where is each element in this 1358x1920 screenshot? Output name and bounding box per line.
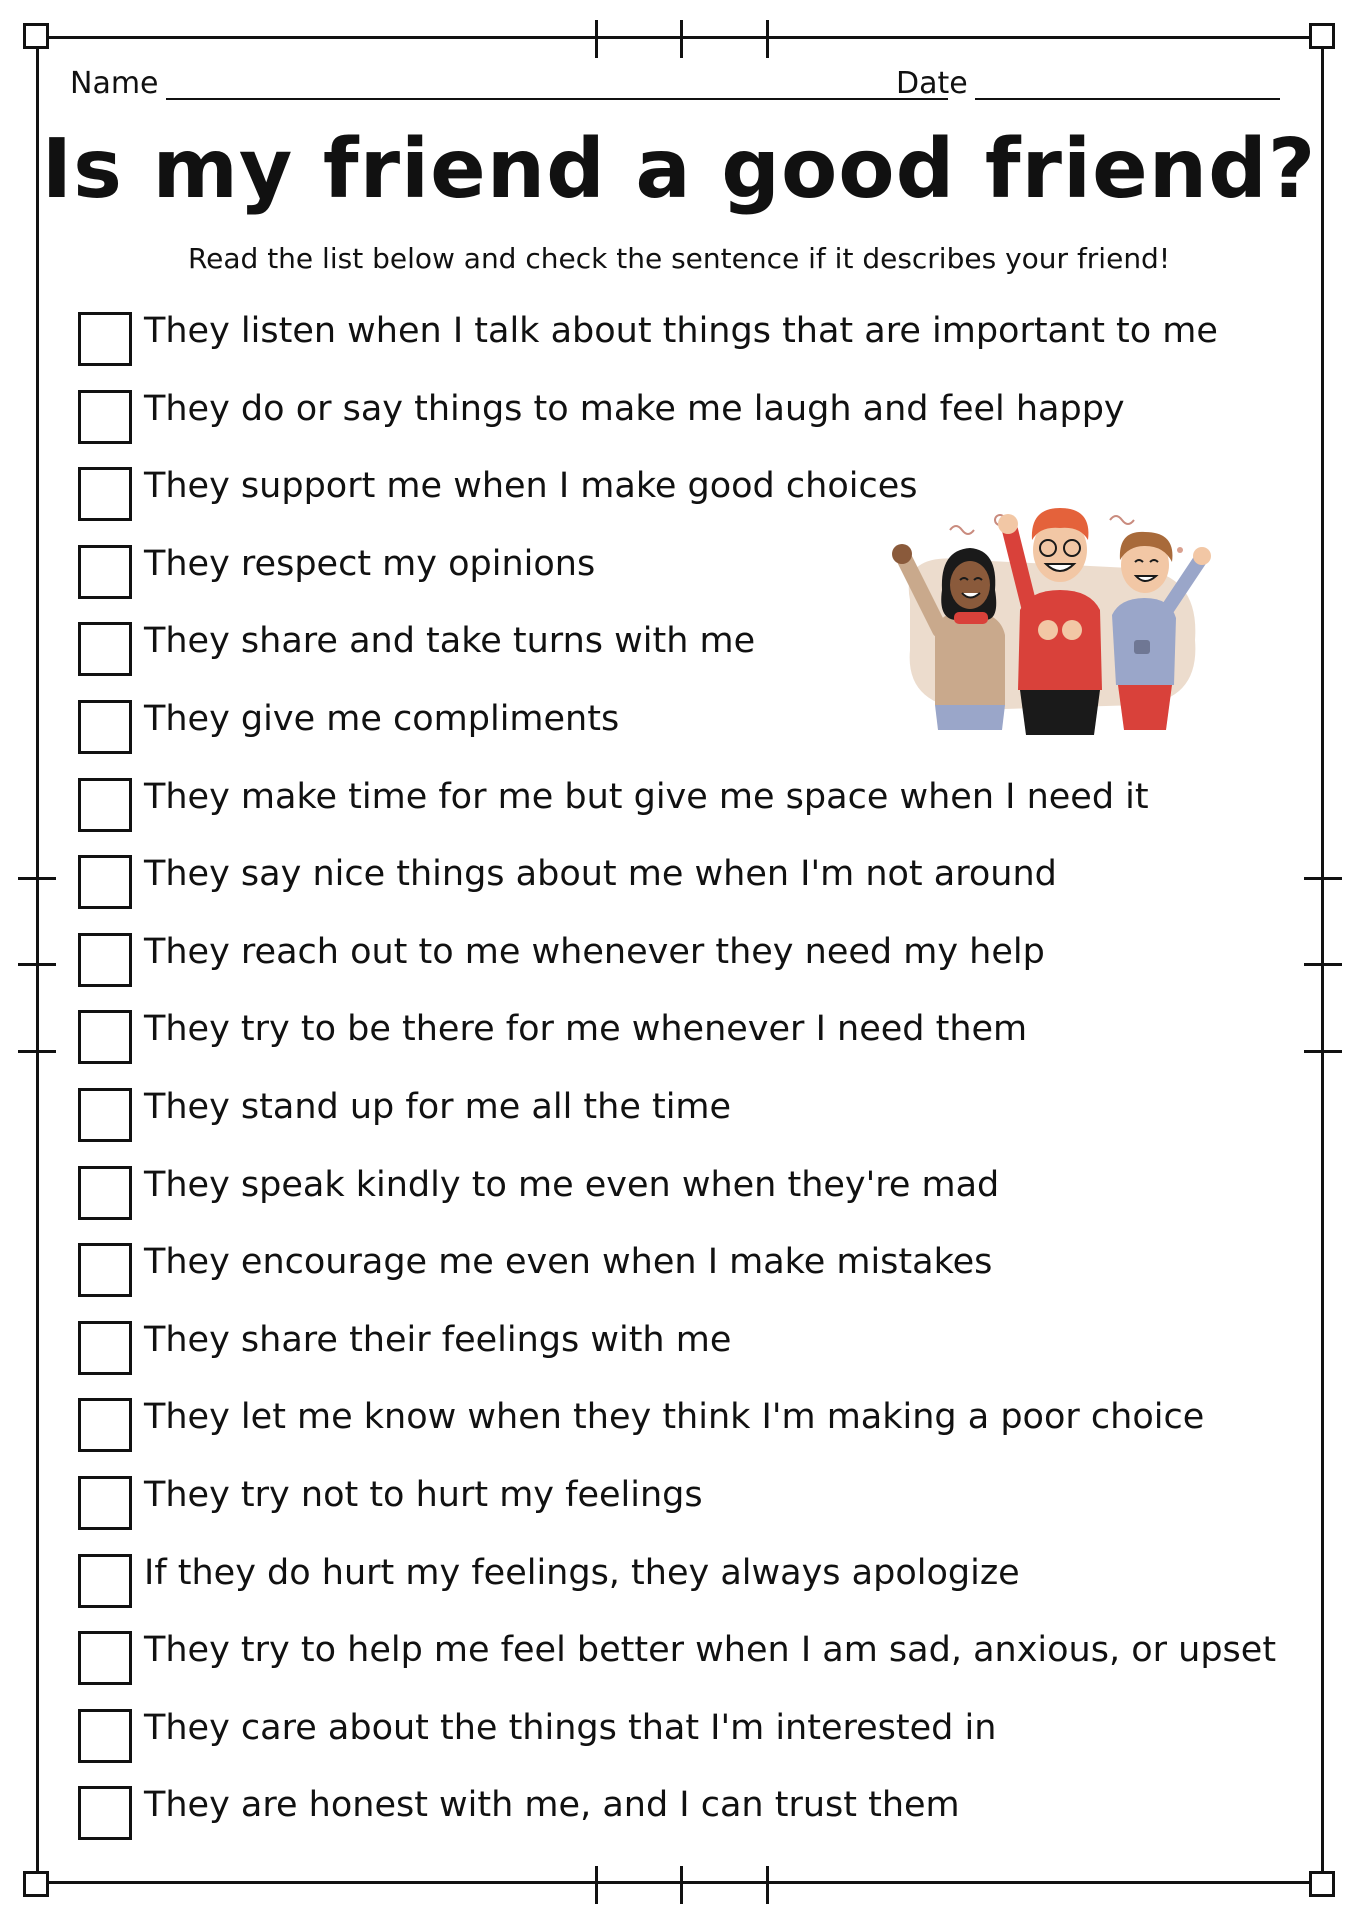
checklist-item xyxy=(78,1705,1298,1783)
checklist-item xyxy=(78,851,1298,929)
checkbox[interactable] xyxy=(78,1476,132,1530)
registration-tick xyxy=(18,877,56,880)
checklist-item-text: If they do hurt my feelings, they always apologize xyxy=(144,1552,1020,1593)
checklist-item-text: They reach out to me whenever they need my help xyxy=(144,931,1045,972)
registration-tick xyxy=(18,963,56,966)
corner-mark-bottom-right xyxy=(1309,1871,1335,1897)
checklist-item-text: They encourage me even when I make mistakes xyxy=(144,1242,993,1283)
registration-tick xyxy=(595,20,598,58)
checkbox[interactable] xyxy=(78,1243,132,1297)
checklist-item xyxy=(78,308,1298,386)
checklist-item xyxy=(78,1782,1298,1860)
checkbox[interactable] xyxy=(78,933,132,987)
checklist-item-text: They try to be there for me whenever I need them xyxy=(144,1009,1028,1050)
checklist-item-text: They make time for me but give me space when I need it xyxy=(144,776,1149,817)
name-label: Name xyxy=(70,66,159,101)
checkbox[interactable] xyxy=(78,1631,132,1685)
date-label: Date xyxy=(896,66,968,101)
checklist-item-text: They try to help me feel better when I am sad, anxious, or upset xyxy=(144,1630,1277,1671)
corner-mark-top-left xyxy=(23,23,49,49)
checkbox[interactable] xyxy=(78,390,132,444)
checklist-item-text: They give me compliments xyxy=(144,698,620,739)
worksheet-instructions: Read the list below and check the sentence if it describes your friend! xyxy=(187,242,1171,275)
checklist-item-text: They respect my opinions xyxy=(144,543,596,584)
checklist-item-text: They say nice things about me when I'm not around xyxy=(144,854,1057,895)
checklist-item-text: They try not to hurt my feelings xyxy=(144,1474,703,1515)
registration-tick xyxy=(680,1866,683,1904)
checklist-item-text: They stand up for me all the time xyxy=(144,1086,732,1127)
checklist-item xyxy=(78,929,1298,1007)
checklist-item-text: They share and take turns with me xyxy=(144,621,756,662)
checklist-item xyxy=(78,1317,1298,1395)
registration-tick xyxy=(766,1866,769,1904)
checklist-item-text: They do or say things to make me laugh and feel happy xyxy=(144,388,1125,429)
checkbox[interactable] xyxy=(78,545,132,599)
registration-tick xyxy=(766,20,769,58)
checkbox[interactable] xyxy=(78,700,132,754)
checklist-item-text: They support me when I make good choices xyxy=(144,466,918,507)
checklist-item xyxy=(78,386,1298,464)
checklist-item xyxy=(78,1550,1298,1628)
checkbox[interactable] xyxy=(78,312,132,366)
registration-tick xyxy=(1304,1050,1342,1053)
checklist-item xyxy=(78,1627,1298,1705)
checklist-item xyxy=(78,1394,1298,1472)
checkbox[interactable] xyxy=(78,1321,132,1375)
checklist-item xyxy=(78,1084,1298,1162)
checkbox[interactable] xyxy=(78,1166,132,1220)
registration-tick xyxy=(595,1866,598,1904)
corner-mark-bottom-left xyxy=(23,1871,49,1897)
date-field[interactable] xyxy=(975,98,1280,100)
registration-tick xyxy=(1304,877,1342,880)
checklist-item-text: They share their feelings with me xyxy=(144,1319,732,1360)
checklist-item-text: They let me know when they think I'm making a poor choice xyxy=(144,1397,1205,1438)
checklist-item-text: They listen when I talk about things that are important to me xyxy=(144,311,1218,351)
checkbox[interactable] xyxy=(78,1010,132,1064)
checklist-item xyxy=(78,774,1298,852)
corner-mark-top-right xyxy=(1309,23,1335,49)
checkbox[interactable] xyxy=(78,1554,132,1608)
checklist-item xyxy=(78,1472,1298,1550)
checkbox[interactable] xyxy=(78,467,132,521)
checklist-item xyxy=(78,1239,1298,1317)
friends-illustration xyxy=(880,490,1230,740)
checklist-item-text: They are honest with me, and I can trust them xyxy=(144,1785,960,1826)
name-field[interactable] xyxy=(166,98,948,100)
worksheet-title: Is my friend a good friend? xyxy=(41,122,1317,217)
checkbox[interactable] xyxy=(78,1786,132,1840)
registration-tick xyxy=(18,1050,56,1053)
checklist-item xyxy=(78,1006,1298,1084)
checklist-item-text: They speak kindly to me even when they're mad xyxy=(144,1164,1000,1205)
worksheet-header xyxy=(70,66,1290,106)
checkbox[interactable] xyxy=(78,1398,132,1452)
checkbox[interactable] xyxy=(78,1709,132,1763)
registration-tick xyxy=(680,20,683,58)
checklist-item-text: They care about the things that I'm interested in xyxy=(144,1707,997,1748)
registration-tick xyxy=(1304,963,1342,966)
checkbox[interactable] xyxy=(78,855,132,909)
checkbox[interactable] xyxy=(78,1088,132,1142)
checkbox[interactable] xyxy=(78,622,132,676)
checklist-item xyxy=(78,1162,1298,1240)
checkbox[interactable] xyxy=(78,778,132,832)
